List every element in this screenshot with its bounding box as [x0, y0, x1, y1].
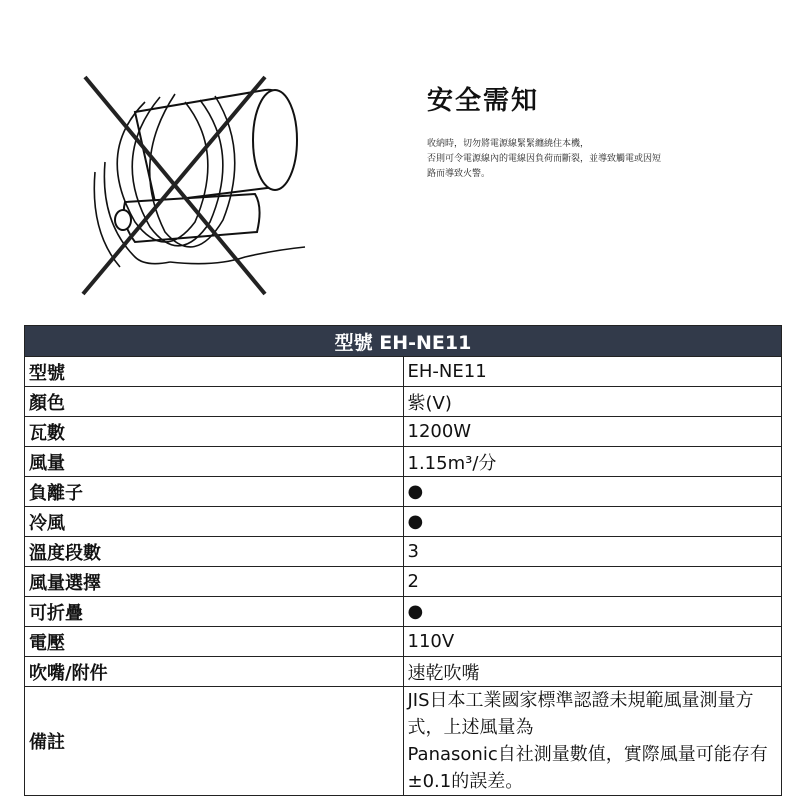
- spec-label: 冷風: [25, 507, 404, 537]
- spec-value: 1200W: [403, 417, 782, 447]
- spec-row-voltage: [25, 627, 782, 657]
- cord-wrap-warning-illustration: [75, 72, 320, 307]
- spec-table-header-row: [25, 326, 782, 357]
- safety-notice-line: 路而導致火警。: [427, 169, 491, 179]
- spec-row-cool-air: [25, 507, 782, 537]
- spec-value-dot: ●: [403, 507, 782, 537]
- spec-value: 紫(V): [403, 387, 782, 417]
- spec-row-airflow: [25, 447, 782, 477]
- spec-row-negative-ion: [25, 477, 782, 507]
- spec-value-dot: ●: [403, 477, 782, 507]
- spec-label: 風量選擇: [25, 567, 404, 597]
- spec-label: 型號: [25, 357, 404, 387]
- spec-value: 速乾吹嘴: [403, 657, 782, 687]
- spec-value-dot: ●: [403, 597, 782, 627]
- spec-row-nozzle: [25, 657, 782, 687]
- safety-notice-line: 否則可令電源線內的電線因負荷而斷裂，並導致觸電或因短: [427, 154, 662, 164]
- spec-label: 電壓: [25, 627, 404, 657]
- spec-row-model: [25, 357, 782, 387]
- spec-label: 負離子: [25, 477, 404, 507]
- spec-notes-line: JIS日本工業國家標準認證未規範風量測量方式，上述風量為: [407, 690, 754, 738]
- spec-value: 2: [403, 567, 782, 597]
- spec-label: 瓦數: [25, 417, 404, 447]
- spec-table: [24, 325, 782, 796]
- spec-value: 3: [403, 537, 782, 567]
- spec-row-color: [25, 387, 782, 417]
- safety-notice-body: [427, 137, 787, 182]
- spec-row-temperature-levels: [25, 537, 782, 567]
- spec-table-header: 型號 EH-NE11: [25, 326, 782, 357]
- spec-label: 溫度段數: [25, 537, 404, 567]
- spec-label: 風量: [25, 447, 404, 477]
- safety-notice-line: 收納時，切勿將電源線緊緊纏繞住本機，: [427, 139, 590, 149]
- spec-row-notes: [25, 687, 782, 796]
- spec-notes-value: [403, 687, 782, 796]
- spec-row-foldable: [25, 597, 782, 627]
- spec-row-wattage: [25, 417, 782, 447]
- spec-value: 1.15m³/分: [403, 447, 782, 477]
- spec-label: 備註: [25, 687, 404, 796]
- spec-row-airflow-settings: [25, 567, 782, 597]
- safety-notice-title: 安全需知: [427, 86, 540, 116]
- spec-label: 顏色: [25, 387, 404, 417]
- safety-notice: [427, 80, 787, 182]
- spec-label: 可折疊: [25, 597, 404, 627]
- spec-value: EH-NE11: [403, 357, 782, 387]
- crossed-out-dryer-icon: [75, 72, 320, 307]
- spec-notes-line: Panasonic自社測量數值，實際風量可能存有±0.1的誤差。: [407, 744, 768, 792]
- spec-value: 110V: [403, 627, 782, 657]
- spec-label: 吹嘴/附件: [25, 657, 404, 687]
